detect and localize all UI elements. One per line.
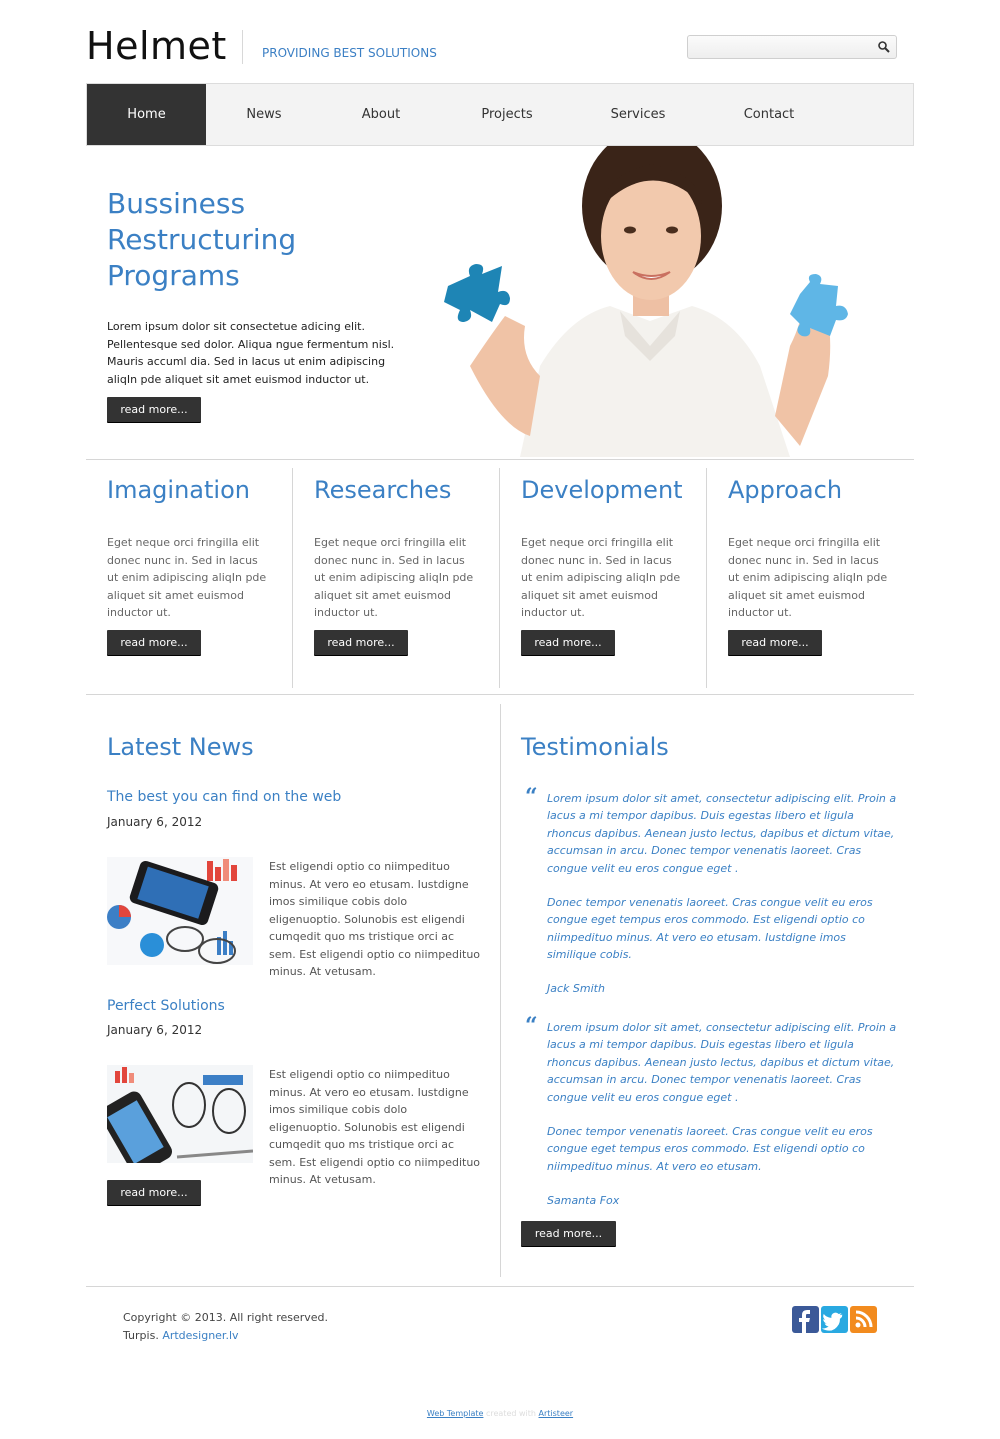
credit-middle-text: created with [485,1409,536,1418]
testimonial-author: Jack Smith [547,982,605,995]
search-input[interactable] [692,39,872,55]
feature-read-more-button[interactable]: read more... [728,630,822,655]
nav-item-news[interactable]: News [246,107,282,122]
feature-title: Development [521,476,683,504]
news-item-title[interactable]: The best you can find on the web [107,789,342,805]
site-slogan: PROVIDING BEST SOLUTIONS [262,46,437,60]
hero-title-line: Bussiness [107,187,246,220]
feature-read-more-button[interactable]: read more... [314,630,408,655]
feature-title: Imagination [107,476,250,504]
footer-divider [86,1286,914,1287]
footer-credit-line [123,1327,328,1345]
section-divider [86,694,914,695]
testimonial-text: Lorem ipsum dolor sit amet, consectetur adipiscing elit. Proin a lacus a mi tempor dapibus. Duis egestas libero et ligula rhoncus dapibus. Aenean justo lectus, dapibus et dictum vitae, accumsan in arcu. Donec tempor venenatis laoreet. Cras congue velit eu eros congue eget . [547,792,897,875]
testimonial-text: Donec tempor venenatis laoreet. Cras congue velit eu eros congue eget tempus eros commodo. Est eligendi optio co niimpedituo minus. At vero eo etusam. [547,1125,873,1173]
latest-news-title: Latest News [107,733,254,761]
nav-item-home[interactable]: Home [87,84,206,145]
nav-item-services[interactable]: Services [610,107,666,122]
news-item-text: Est eligendi optio co niimpedituo minus. At vero eo etusam. Iustdigne imos similique cobis dolo eligenuoptio. Solunobis est eligendi cumqedit quo ms tristique orci ac sem. Est eligendi optio co niimpedituo minus. At vetusam. [269,1068,481,1186]
hero-woman-puzzle-image [430,146,870,457]
main-nav [86,83,914,146]
feature-title: Approach [728,476,843,504]
testimonials-title: Testimonials [521,733,669,761]
footer-turpis: Turpis. [123,1328,159,1342]
feature-card [707,468,914,688]
feature-read-more-button[interactable]: read more... [107,630,201,655]
search-icon[interactable] [877,40,891,54]
feature-text: Eget neque orci fringilla elit donec nunc in. Sed in lacus ut enim adipiscing aliqIn pde aliquet sit amet euismod inductor ut. [521,536,681,619]
testimonials-read-more-button[interactable]: read more... [521,1221,616,1246]
feature-read-more-button[interactable]: read more... [521,630,615,655]
news-image-phone-glasses [107,1065,253,1173]
news-item-title[interactable]: Perfect Solutions [107,998,225,1014]
column-divider [500,704,501,1277]
feature-text: Eget neque orci fringilla elit donec nunc in. Sed in lacus ut enim adipiscing aliqIn pde aliquet sit amet euismod inductor ut. [314,536,474,619]
feature-text: Eget neque orci fringilla elit donec nunc in. Sed in lacus ut enim adipiscing aliqIn pde aliquet sit amet euismod inductor ut. [107,536,267,619]
feature-card [86,468,293,688]
artisteer-link[interactable]: Artisteer [538,1409,574,1418]
news-read-more-button[interactable]: read more... [107,1180,201,1205]
footer-link[interactable]: Artdesigner.lv [162,1328,239,1342]
quote-icon: “ [525,1013,538,1039]
search-box[interactable] [687,35,897,59]
nav-item-contact[interactable]: Contact [743,107,795,122]
template-credit [0,1409,1000,1418]
twitter-icon[interactable] [821,1306,848,1333]
hero-title-line: Restructuring [107,223,297,256]
site-logo[interactable]: Helmet [86,24,227,68]
hero-read-more-button[interactable]: read more... [107,397,201,422]
news-item-text: Est eligendi optio co niimpedituo minus. At vero eo etusam. Iustdigne imos similique cobis dolo eligenuoptio. Solunobis est eligendi cumqedit quo ms tristique orci ac sem. Est eligendi optio co niimpedituo minus. At vetusam. [269,860,481,978]
feature-card [500,468,707,688]
feature-title: Researches [314,476,452,504]
hero-text: Lorem ipsum dolor sit consectetue adicing elit. Pellentesque sed dolor. Aliqua ngue fermentum nisl. Mauris accuml dia. Sed in lacus ut enim adipiscing aliqIn pde aliquet sit amet euismod inductor ut. [107,320,395,386]
news-item-date: January 6, 2012 [107,1023,203,1037]
nav-item-about[interactable]: About [361,107,401,122]
nav-item-projects[interactable]: Projects [481,107,533,122]
news-image-phone-charts [107,857,253,965]
rss-icon[interactable] [850,1306,877,1333]
hero-title-line: Programs [107,259,240,292]
feature-card [293,468,500,688]
feature-text: Eget neque orci fringilla elit donec nunc in. Sed in lacus ut enim adipiscing aliqIn pde aliquet sit amet euismod inductor ut. [728,536,888,619]
hero-title [107,186,427,294]
web-template-link[interactable]: Web Template [426,1409,484,1418]
news-item-date: January 6, 2012 [107,815,203,829]
testimonial-author: Samanta Fox [547,1194,620,1207]
testimonial-text: Donec tempor venenatis laoreet. Cras congue velit eu eros congue eget tempus eros commodo. Est eligendi optio co niimpedituo minus. At vero eo etusam. Iustdigne imos similique cobis. [547,896,873,962]
testimonial-text: Lorem ipsum dolor sit amet, consectetur adipiscing elit. Proin a lacus a mi tempor dapibus. Duis egestas libero et ligula rhoncus dapibus. Aenean justo lectus, dapibus et dictum vitae, accumsan in arcu. Donec tempor venenatis laoreet. Cras congue velit eu eros congue eget . [547,1021,897,1104]
footer-text [123,1309,328,1344]
section-divider [86,459,914,460]
logo-divider [242,30,243,64]
copyright-text: Copyright © 2013. All right reserved. [123,1311,329,1324]
facebook-icon[interactable] [792,1306,819,1333]
quote-icon: “ [525,784,538,810]
